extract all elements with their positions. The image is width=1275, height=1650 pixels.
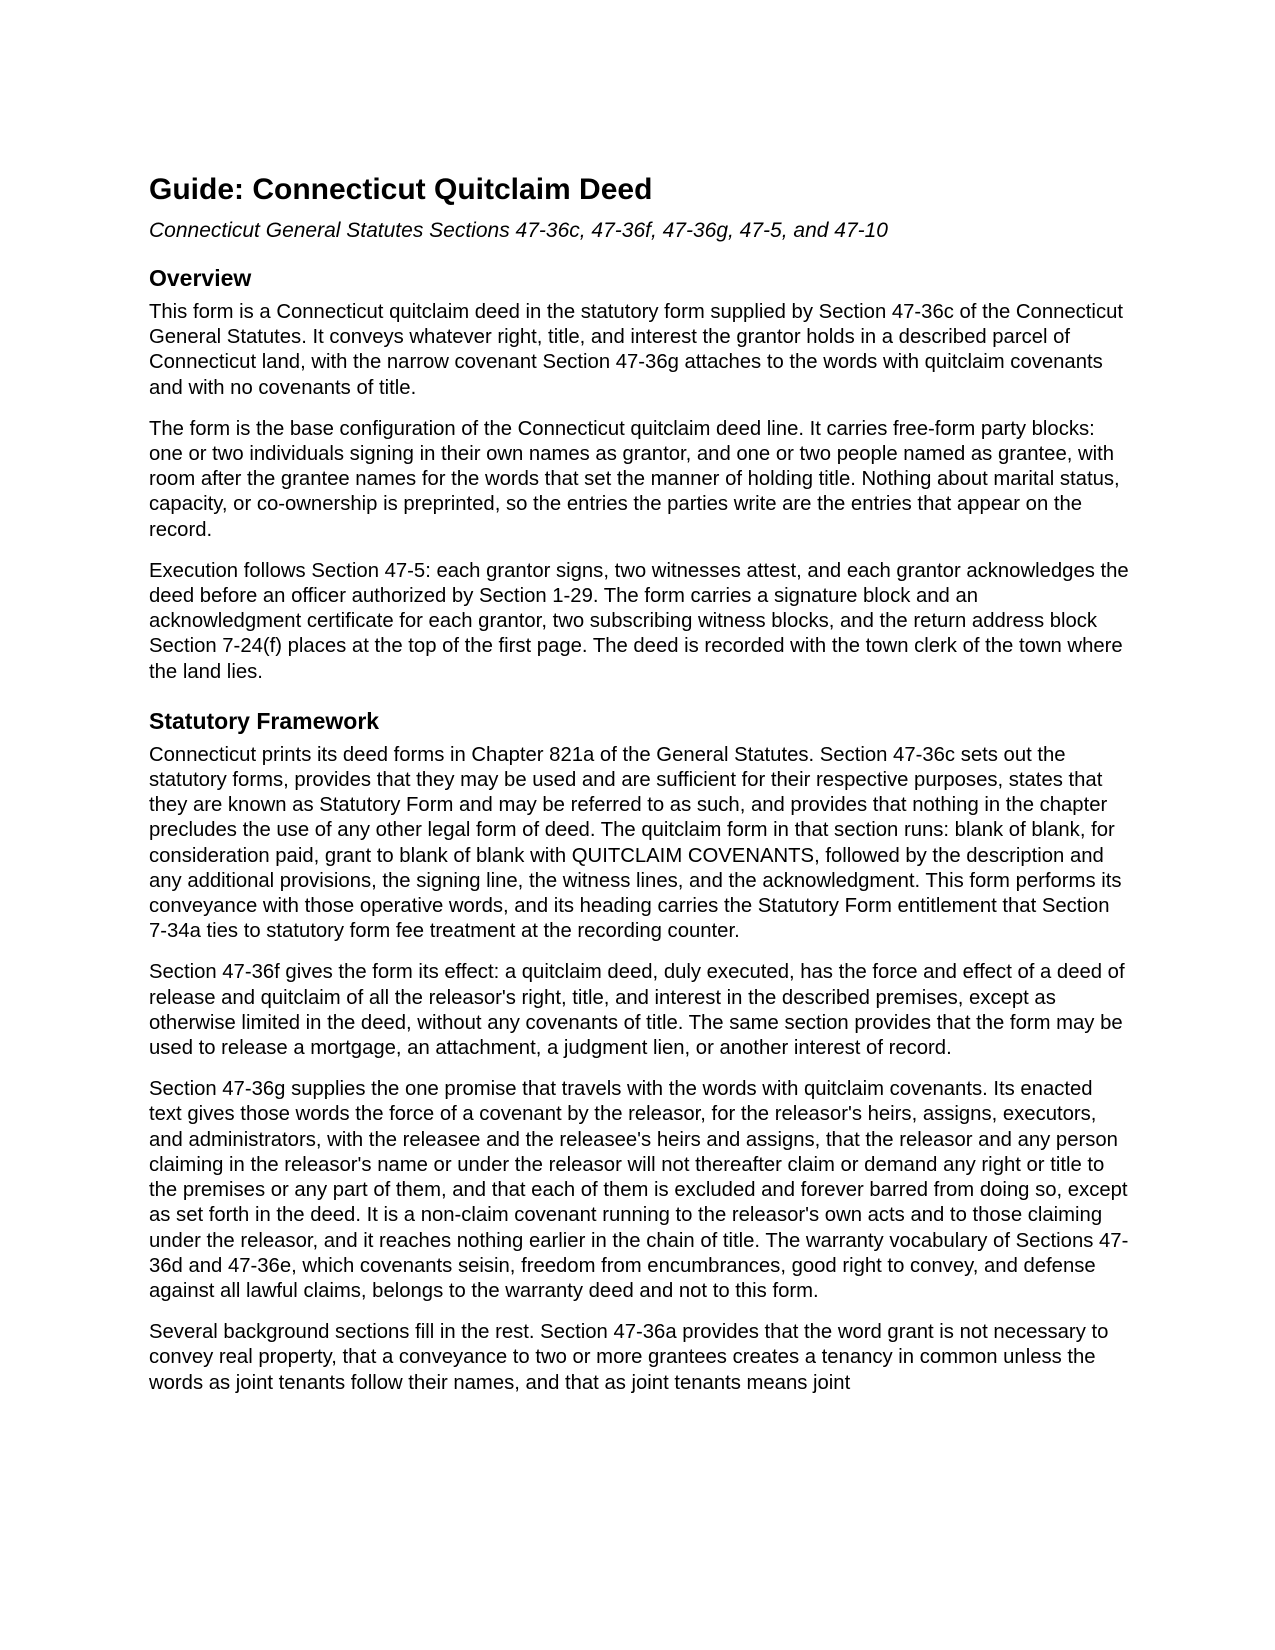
document-page — [149, 172, 1129, 1412]
framework-paragraph-3: Section 47-36g supplies the one promise that travels with the words with quitclaim covenants. Its enacted text gives those words the force of a covenant by the releasor, for the releasor's heirs, assigns, executors, and administrators, with the releasee and the releasee's heirs and assigns, that the releasor and any person claiming in the releasor's name or under the releasor will not thereafter claim or demand any right or title to the premises or any part of them, and that each of them is excluded and forever barred from doing so, except as set forth in the deed. It is a non-claim covenant running to the releasor's own acts and to those claiming under the releasor, and it reaches nothing earlier in the chain of title. The warranty vocabulary of Sections 47-36d and 47-36e, which covenants seisin, freedom from encumbrances, good right to convey, and defense against all lawful claims, belongs to the warranty deed and not to this form. — [149, 1078, 1129, 1302]
section-overview — [149, 264, 1129, 685]
statute-citation-subtitle: Connecticut General Statutes Sections 47-36c, 47-36f, 47-36g, 47-5, and 47-10 — [149, 219, 888, 242]
section-statutory-framework — [149, 707, 1129, 1396]
framework-paragraph-1: Connecticut prints its deed forms in Chapter 821a of the General Statutes. Section 47-36c sets out the statutory forms, provides that they may be used and are sufficient for their respective purposes, states that they are known as Statutory Form and may be referred to as such, and provides that nothing in the chapter precludes the use of any other legal form of deed. The quitclaim form in that section runs: blank of blank, for consideration paid, grant to blank of blank with QUITCLAIM COVENANTS, followed by the description and any additional provisions, the signing line, the witness lines, and the acknowledgment. This form performs its conveyance with those operative words, and its heading carries the Statutory Form entitlement that Section 7-34a ties to statutory form fee treatment at the recording counter. — [149, 743, 1122, 943]
framework-paragraph-2: Section 47-36f gives the form its effect: a quitclaim deed, duly executed, has the force and effect of a deed of release and quitclaim of all the releasor's right, title, and interest in the described premises, except as otherwise limited in the deed, without any covenants of title. The same section provides that the form may be used to release a mortgage, an attachment, a judgment lien, or another interest of record. — [149, 961, 1125, 1060]
document-title: Guide: Connecticut Quitclaim Deed — [149, 173, 653, 206]
framework-paragraph-4: Several background sections fill in the rest. Section 47-36a provides that the word grant is not necessary to convey real property, that a conveyance to two or more grantees creates a tenancy in common unless the words as joint tenants follow their names, and that as joint tenants means joint — [149, 1321, 1109, 1394]
section-heading-overview: Overview — [149, 265, 252, 291]
section-heading-statutory-framework: Statutory Framework — [149, 707, 380, 734]
overview-paragraph-3: Execution follows Section 47-5: each grantor signs, two witnesses attest, and each grantor acknowledges the deed before an officer authorized by Section 1-29. The form carries a signature block and an acknowledgment certificate for each grantor, two subscribing witness blocks, and the return address block Section 7-24(f) places at the top of the first page. The deed is recorded with the town clerk of the town where the land lies. — [149, 559, 1129, 683]
overview-paragraph-1: This form is a Connecticut quitclaim deed in the statutory form supplied by Section 47-36c of the Connecticut General Statutes. It conveys whatever right, title, and interest the grantor holds in a described parcel of Connecticut land, with the narrow covenant Section 47-36g attaches to the words with quitclaim covenants and with no covenants of title. — [149, 301, 1123, 399]
overview-paragraph-2: The form is the base configuration of the Connecticut quitclaim deed line. It carries free-form party blocks: one or two individuals signing in their own names as grantor, and one or two people named as grantee, with room after the grantee names for the words that set the manner of holding title. Nothing about marital status, capacity, or co-ownership is preprinted, so the entries the parties write are the entries that appear on the record. — [149, 417, 1120, 541]
